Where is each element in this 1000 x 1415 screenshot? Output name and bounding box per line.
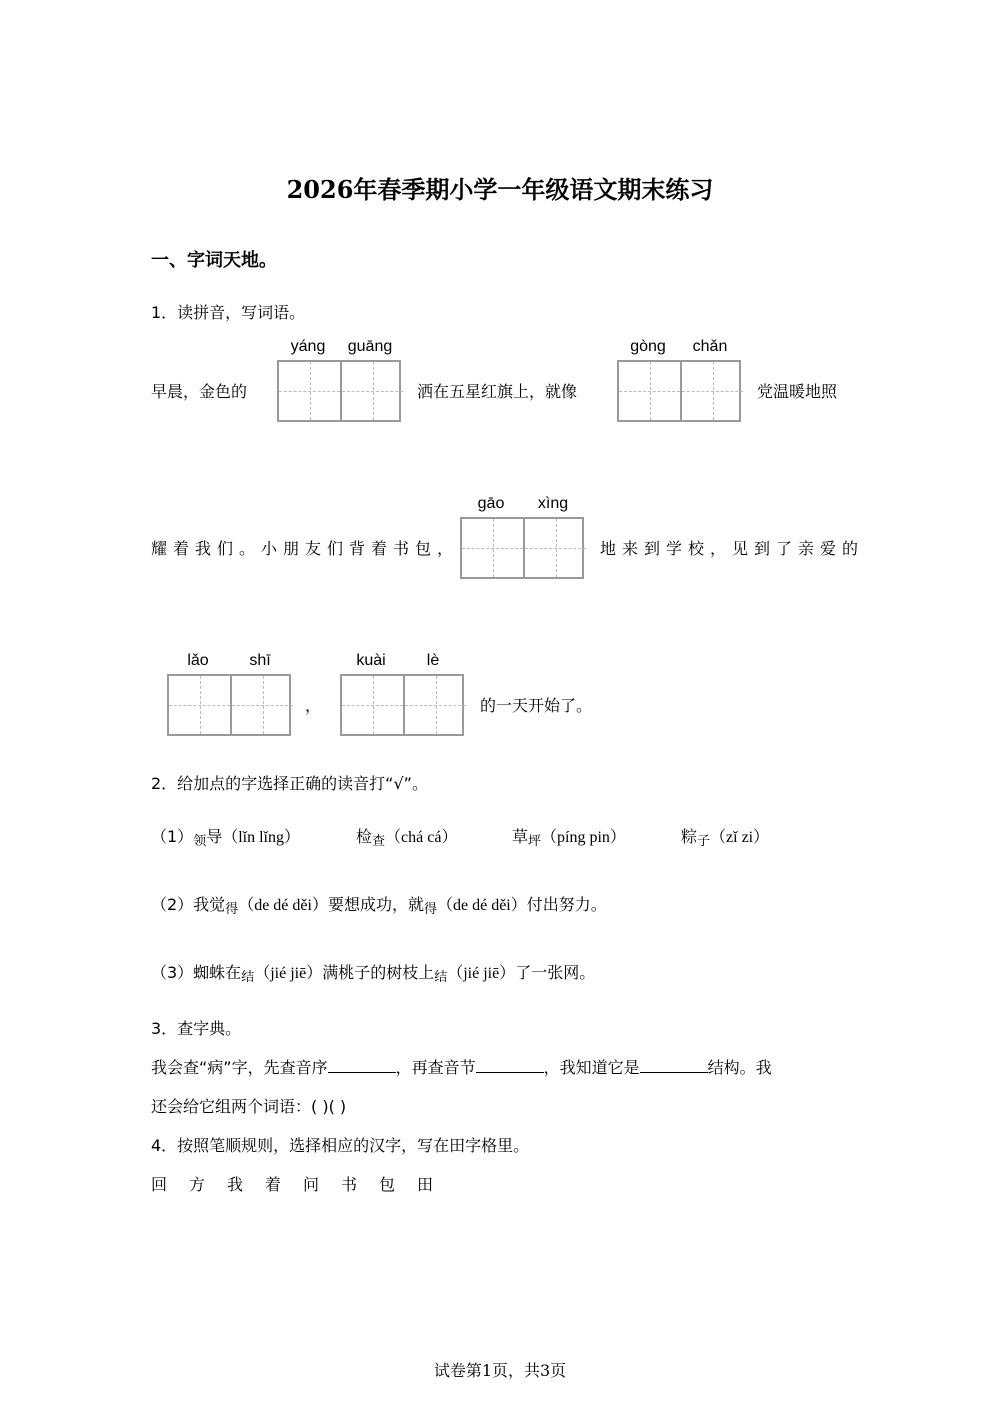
pinyin-xing: xìng	[537, 495, 569, 512]
q1-text1: 早晨，金色的	[151, 382, 248, 401]
section-heading: 一、字词天地。	[151, 250, 277, 271]
char-option: 方	[189, 1175, 206, 1194]
dotted-char: 结	[434, 970, 448, 985]
q3-line-1	[151, 1055, 772, 1078]
word-char: 导	[206, 827, 223, 846]
pinyin-yang: yáng	[290, 338, 326, 355]
pinyin-options[interactable]: （de dé děi）要想成功，就	[238, 897, 424, 914]
answer-blank[interactable]	[476, 1058, 544, 1073]
q3-text: 结构。我	[707, 1058, 772, 1077]
q2-row-1-item-4	[681, 824, 769, 849]
q2-row-1-item-2	[356, 824, 457, 849]
q1-text3: 党温暖地照	[757, 382, 838, 401]
q3-line-2[interactable]: 还会给它组两个词语：( )( )	[151, 1097, 347, 1116]
pinyin-options[interactable]: （zǐ zi）	[710, 829, 770, 846]
pinyin-kuai: kuài	[356, 652, 386, 669]
pinyin-guang: guāng	[347, 338, 393, 355]
pinyin-le: lè	[426, 652, 440, 669]
word-char: 检	[356, 827, 373, 846]
dotted-char: 得	[423, 902, 437, 917]
tianzige-grid-5[interactable]	[340, 674, 464, 736]
pinyin-options[interactable]: （de dé děi）付出努力。	[436, 897, 607, 914]
page-title: 2026年春季期小学一年级语文期末练习	[286, 175, 714, 204]
pinyin-options[interactable]: （chá cá）	[385, 829, 458, 846]
tianzige-grid-1[interactable]	[277, 360, 401, 422]
grid-cell[interactable]	[403, 676, 466, 734]
word-char: 粽	[681, 827, 698, 846]
q1-heading: 1．读拼音，写词语。	[151, 303, 306, 322]
sentence-part: （3）蜘蛛在	[151, 963, 242, 982]
word-char: 草	[512, 827, 529, 846]
q2-row-3	[151, 960, 595, 985]
q3-heading: 3．查字典。	[151, 1019, 242, 1038]
dotted-char: 子	[697, 834, 711, 849]
dotted-char: 得	[225, 902, 239, 917]
pinyin-options[interactable]: （píng pin）	[541, 829, 626, 846]
q1-comma: ，	[305, 696, 322, 715]
q3-text: 我会查“病”字，先查音序	[151, 1058, 328, 1077]
answer-blank[interactable]	[640, 1058, 708, 1073]
dotted-char: 查	[372, 834, 386, 849]
pinyin-gong: gòng	[630, 338, 666, 355]
grid-cell[interactable]	[230, 676, 293, 734]
q1-text2: 洒在五星红旗上，就像	[417, 382, 578, 401]
grid-cell[interactable]	[619, 362, 680, 420]
char-option: 田	[417, 1175, 434, 1194]
pinyin-options[interactable]: （lǐn lǐng）	[222, 829, 301, 846]
grid-cell[interactable]	[169, 676, 230, 734]
tianzige-grid-2[interactable]	[617, 360, 741, 422]
char-option: 书	[341, 1175, 358, 1194]
grid-cell[interactable]	[523, 519, 586, 577]
char-option: 问	[303, 1175, 320, 1194]
q1-text5: 地来到学校，见到了亲爱的	[600, 539, 865, 558]
char-option: 着	[265, 1175, 282, 1194]
q4-char-list	[151, 1172, 455, 1195]
sentence-part: （2）我觉	[151, 895, 226, 914]
q4-heading: 4．按照笔顺规则，选择相应的汉字，写在田字格里。	[151, 1136, 530, 1155]
pinyin-gao: gāo	[477, 495, 505, 512]
q2-row-2	[151, 892, 607, 917]
dotted-char: 坪	[528, 834, 542, 849]
q2-row-1	[151, 824, 300, 849]
pinyin-options[interactable]: （jié jiē）了一张网。	[447, 965, 596, 982]
q3-text: ，再查音节	[395, 1058, 476, 1077]
char-option: 回	[151, 1175, 168, 1194]
q1-text6: 的一天开始了。	[480, 696, 593, 715]
grid-cell[interactable]	[462, 519, 523, 577]
dotted-char: 领	[193, 834, 207, 849]
q3-text: ，我知道它是	[543, 1058, 640, 1077]
tianzige-grid-4[interactable]	[167, 674, 291, 736]
page-footer: 试卷第1页，共3页	[433, 1361, 567, 1380]
q2-row-1-item-3	[512, 824, 626, 849]
grid-cell[interactable]	[342, 676, 403, 734]
char-option: 我	[227, 1175, 244, 1194]
answer-blank[interactable]	[328, 1058, 396, 1073]
grid-cell[interactable]	[340, 362, 403, 420]
q2-heading: 2．给加点的字选择正确的读音打“√”。	[151, 774, 428, 793]
pinyin-chan: chǎn	[692, 338, 728, 355]
grid-cell[interactable]	[279, 362, 340, 420]
item-number: （1）	[151, 827, 194, 846]
grid-cell[interactable]	[680, 362, 743, 420]
char-option: 包	[379, 1175, 396, 1194]
pinyin-options[interactable]: （jié jiē）满桃子的树枝上	[254, 965, 435, 982]
pinyin-shi: shī	[249, 652, 271, 669]
dotted-char: 结	[241, 970, 255, 985]
pinyin-lao: lǎo	[187, 652, 209, 669]
tianzige-grid-3[interactable]	[460, 517, 584, 579]
q1-text4: 耀着我们。小朋友们背着书包，	[151, 539, 460, 558]
